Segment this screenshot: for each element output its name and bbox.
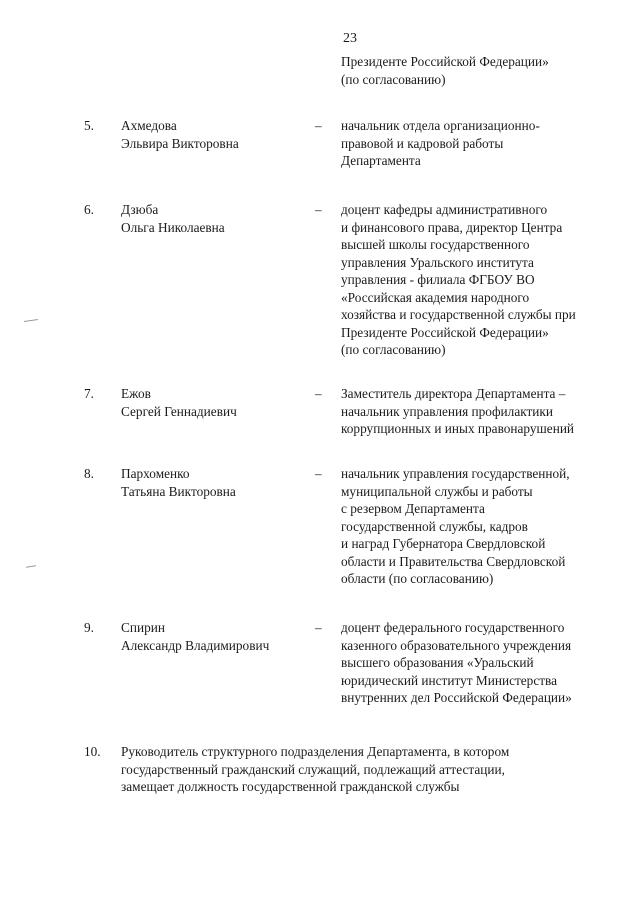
scan-speck (26, 565, 36, 567)
member-name (121, 619, 301, 654)
member-name (121, 385, 301, 420)
member-position (341, 201, 631, 359)
text-line: области и Правительства Свердловской (341, 553, 566, 569)
entry-number: 8. (84, 466, 94, 481)
text-line: и наград Губернатора Свердловской (341, 536, 546, 551)
member-name (121, 465, 301, 500)
text-line: государственной службы, кадров (341, 518, 528, 534)
text-line: Заместитель директора Департамента – (341, 386, 566, 401)
surname: Пархоменко (121, 466, 190, 481)
given-names: Эльвира Викторовна (121, 135, 239, 151)
entry-number: 9. (84, 620, 94, 635)
member-position (341, 619, 631, 707)
text-line: (по согласованию) (341, 342, 446, 357)
text-line: Департамента (341, 153, 421, 168)
member-name (121, 201, 301, 236)
given-names: Александр Владимирович (121, 637, 270, 653)
text-line: (по согласованию) (341, 71, 446, 87)
text-line: начальник управления государственной, (341, 466, 570, 481)
scan-speck (24, 319, 38, 322)
text-line: начальник управления профилактики (341, 403, 554, 419)
surname: Дзюба (121, 202, 159, 217)
text-line: доцент кафедры административного (341, 202, 548, 217)
entry-number: 7. (84, 386, 94, 401)
continued-position-text (341, 53, 549, 88)
text-line: и финансового права, директор Центра (341, 219, 563, 235)
separator-dash: – (315, 118, 322, 133)
entry-number: 5. (84, 118, 94, 133)
given-names: Татьяна Викторовна (121, 483, 236, 499)
surname: Ежов (121, 386, 151, 401)
text-line: внутренних дел Российской Федерации» (341, 690, 572, 705)
text-line: Президенте Российской Федерации» (341, 54, 549, 69)
member-position (341, 117, 631, 170)
entry-number: 6. (84, 202, 94, 217)
text-line: замещает должность государственной гражданской службы (121, 779, 460, 794)
text-line: муниципальной службы и работы (341, 483, 533, 499)
final-item-text (121, 743, 621, 796)
member-position (341, 465, 631, 588)
text-line: высшего образования «Уральский (341, 655, 534, 670)
text-line: Президенте Российской Федерации» (341, 324, 549, 340)
text-line: области (по согласованию) (341, 571, 494, 586)
surname: Спирин (121, 620, 165, 635)
text-line: Руководитель структурного подразделения Департамента, в котором (121, 744, 510, 759)
separator-dash: – (315, 202, 322, 217)
text-line: управления - филиала ФГБОУ ВО (341, 272, 535, 287)
text-line: государственный гражданский служащий, подлежащий аттестации, (121, 761, 505, 777)
text-line: правовой и кадровой работы (341, 135, 504, 151)
given-names: Ольга Николаевна (121, 219, 225, 235)
text-line: управления Уральского института (341, 254, 534, 270)
separator-dash: – (315, 620, 322, 635)
text-line: казенного образовательного учреждения (341, 637, 572, 653)
surname: Ахмедова (121, 118, 177, 133)
given-names: Сергей Геннадиевич (121, 403, 237, 419)
member-name (121, 117, 301, 152)
separator-dash: – (315, 386, 322, 401)
text-line: доцент федерального государственного (341, 620, 565, 635)
separator-dash: – (315, 466, 322, 481)
text-line: юридический институт Министерства (341, 672, 558, 688)
text-line: с резервом Департамента (341, 501, 485, 516)
text-line: высшей школы государственного (341, 237, 530, 252)
text-line: хозяйства и государственной службы при (341, 307, 576, 322)
text-line: коррупционных и иных правонарушений (341, 421, 575, 436)
text-line: «Российская академия народного (341, 289, 530, 305)
page-number: 23 (343, 31, 357, 46)
text-line: начальник отдела организационно- (341, 118, 540, 133)
member-position (341, 385, 631, 438)
entry-number: 10. (84, 744, 101, 759)
